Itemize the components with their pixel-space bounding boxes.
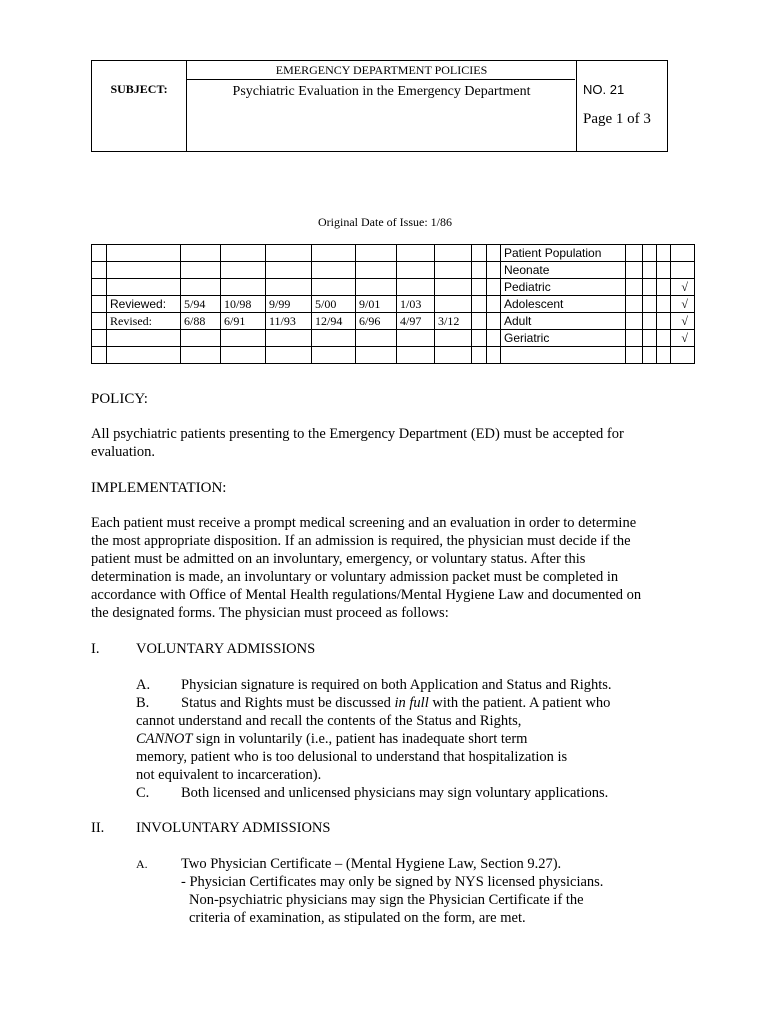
section1-a-text: Physician signature is required on both Application and Status and Rights.: [181, 677, 612, 693]
section1-numeral: I.: [91, 641, 100, 657]
section1-a-label: A.: [136, 677, 151, 693]
revised-date: 6/96: [356, 313, 397, 330]
implementation-line: determination is made, an involuntary or voluntary admission packet must be completed in: [91, 569, 619, 585]
reviewed-label: Reviewed:: [107, 296, 181, 313]
revised-date: 12/94: [312, 313, 356, 330]
policy-heading: POLICY:: [91, 391, 148, 407]
reviewed-date: 9/01: [356, 296, 397, 313]
population-adult: Adult: [501, 313, 626, 330]
reviewed-date: 5/00: [312, 296, 356, 313]
original-date: Original Date of Issue: 1/86: [318, 215, 452, 229]
section2-title: INVOLUNTARY ADMISSIONS: [136, 820, 331, 836]
section2-a-label: A.: [136, 857, 148, 871]
subject-label: SUBJECT:: [110, 82, 168, 96]
section2-numeral: II.: [91, 820, 105, 836]
revised-date: 11/93: [266, 313, 312, 330]
table-row: [92, 296, 695, 313]
section1-c-label: C.: [136, 785, 150, 801]
implementation-line: the most appropriate disposition. If an admission is required, the physician must decide if the: [91, 533, 631, 549]
section1-c-text: Both licensed and unlicensed physicians may sign voluntary applications.: [181, 785, 609, 801]
table-row: [92, 347, 695, 364]
table-row: [92, 245, 695, 262]
policy-line: evaluation.: [91, 444, 156, 460]
check-neonate: [671, 262, 695, 279]
revised-date: 4/97: [397, 313, 435, 330]
implementation-heading: IMPLEMENTATION:: [91, 480, 227, 496]
population-adolescent: Adolescent: [501, 296, 626, 313]
subject-text: Psychiatric Evaluation in the Emergency Department: [232, 84, 531, 99]
header-title: EMERGENCY DEPARTMENT POLICIES: [275, 63, 488, 77]
page-number: Page 1 of 3: [583, 111, 651, 127]
table-row: [92, 262, 695, 279]
policy-header-box: [91, 60, 668, 152]
revised-date: 6/91: [221, 313, 266, 330]
reviewed-date: 10/98: [221, 296, 266, 313]
population-neonate: Neonate: [501, 262, 626, 279]
implementation-line: patient must be admitted on an involuntary, emergency, or voluntary status. After this: [91, 551, 586, 567]
section1-b-line4: memory, patient who is too delusional to understand that hospitalization is: [136, 749, 568, 765]
revised-label: Revised:: [107, 313, 181, 330]
reviewed-date: [435, 296, 472, 313]
table-row: [92, 279, 695, 296]
section2-a-line3: Non-psychiatric physicians may sign the Physician Certificate if the: [189, 892, 584, 908]
section1-b-line2: cannot understand and recall the contents of the Status and Rights,: [136, 713, 522, 729]
section2-a-line4: criteria of examination, as stipulated on the form, are met.: [189, 910, 526, 926]
population-pediatric: Pediatric: [501, 279, 626, 296]
policy-line: All psychiatric patients presenting to the Emergency Department (ED) must be accepted for: [91, 426, 624, 442]
reviewed-date: 9/99: [266, 296, 312, 313]
revision-table: [91, 244, 695, 364]
reviewed-date: 5/94: [181, 296, 221, 313]
table-row: [92, 313, 695, 330]
revised-date: 6/88: [181, 313, 221, 330]
section2-a-line2: - Physician Certificates may only be signed by NYS licensed physicians.: [181, 874, 604, 890]
check-pediatric: √: [671, 279, 695, 296]
check-adult: √: [671, 313, 695, 330]
check-adolescent: √: [671, 296, 695, 313]
section1-b-line5: not equivalent to incarceration).: [136, 767, 322, 783]
section2-a-text: Two Physician Certificate – (Mental Hygiene Law, Section 9.27).: [181, 856, 562, 872]
section1-b-label: B.: [136, 695, 150, 711]
revised-date: 3/12: [435, 313, 472, 330]
table-row: [92, 330, 695, 347]
section1-title: VOLUNTARY ADMISSIONS: [136, 641, 316, 657]
reviewed-date: 1/03: [397, 296, 435, 313]
population-geriatric: Geriatric: [501, 330, 626, 347]
section1-b-line1: Status and Rights must be discussed in full with the patient. A patient who: [181, 695, 611, 711]
policy-number: NO. 21: [583, 82, 625, 97]
section1-b-line3: CANNOT sign in voluntarily (i.e., patient has inadequate short term: [136, 731, 528, 747]
implementation-line: accordance with Office of Mental Health regulations/Mental Hygiene Law and documented on: [91, 587, 642, 603]
implementation-line: the designated forms. The physician must proceed as follows:: [91, 605, 449, 621]
check-geriatric: √: [671, 330, 695, 347]
population-header: Patient Population: [501, 245, 626, 262]
implementation-line: Each patient must receive a prompt medical screening and an evaluation in order to determine: [91, 515, 637, 531]
